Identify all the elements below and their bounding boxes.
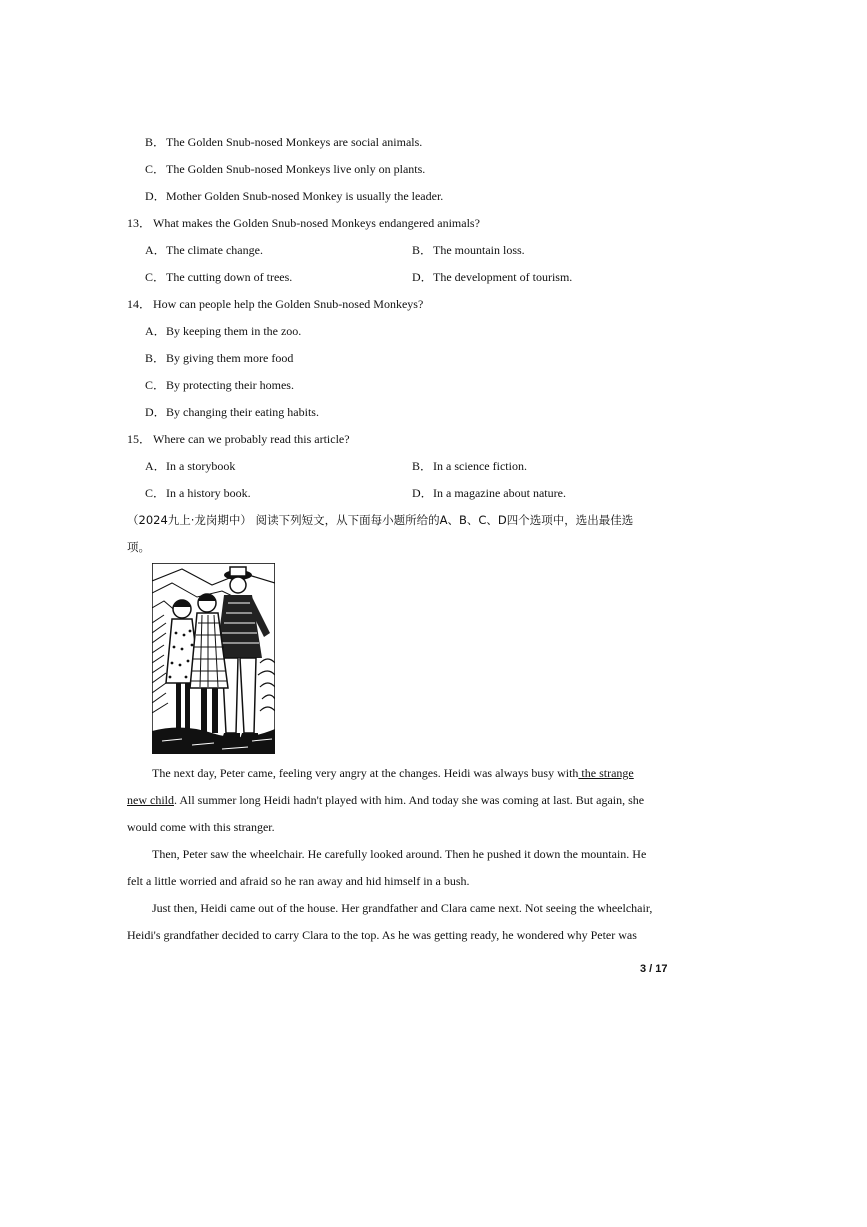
- option-label: A．: [145, 243, 166, 257]
- option-label: D．: [412, 486, 433, 500]
- option-label: C．: [145, 162, 166, 176]
- q13-stem: [127, 215, 480, 231]
- page-number: 3 / 17: [640, 963, 668, 975]
- question-text: How can people help the Golden Snub-nosed Monkeys?: [153, 297, 424, 311]
- question-number: 15．: [127, 432, 152, 446]
- q15-option-c: [145, 485, 251, 501]
- option-label: B．: [145, 135, 166, 149]
- passage-line-4: Then, Peter saw the wheelchair. He carefully looked around. Then he pushed it down the mountain. He: [152, 847, 647, 861]
- question-text: What makes the Golden Snub-nosed Monkeys endangered animals?: [153, 216, 480, 230]
- q13-option-d: [412, 269, 572, 285]
- option-text: The Golden Snub-nosed Monkeys are social animals.: [166, 135, 423, 149]
- option-text: By keeping them in the zoo.: [166, 324, 302, 338]
- q15-option-d: [412, 485, 566, 501]
- q12-option-d: [145, 188, 443, 204]
- passage-text: . All summer long Heidi hadn't played with him. And today she was coming at last. But again, she: [174, 793, 645, 807]
- option-label: D．: [145, 405, 166, 419]
- question-text: Where can we probably read this article?: [153, 432, 350, 446]
- option-text: The Golden Snub-nosed Monkeys live only on plants.: [166, 162, 426, 176]
- option-text: In a storybook: [166, 459, 236, 473]
- passage-line-5: felt a little worried and afraid so he ran away and hid himself in a bush.: [127, 874, 470, 888]
- option-label: B．: [412, 243, 433, 257]
- q12-option-b: [145, 134, 422, 150]
- q14-stem: [127, 296, 423, 312]
- q13-option-a: [145, 242, 263, 258]
- question-number: 14．: [127, 297, 152, 311]
- section-instruction-line1: （2024九上·龙岗期中） 阅读下列短文，从下面每小题所给的A、B、C、D四个选项中，选出最佳选: [127, 513, 634, 527]
- option-label: A．: [145, 324, 166, 338]
- underlined-phrase: the strange: [578, 766, 634, 780]
- q12-option-c: [145, 161, 425, 177]
- underlined-phrase: new child: [127, 793, 174, 807]
- option-text: By protecting their homes.: [166, 378, 294, 392]
- passage-line-2: [127, 792, 644, 808]
- option-text: By giving them more food: [166, 351, 294, 365]
- section-instruction-line2: 项。: [127, 540, 150, 554]
- passage-line-7: Heidi's grandfather decided to carry Clara to the top. As he was getting ready, he wondered why Peter was: [127, 928, 637, 942]
- option-text: The development of tourism.: [433, 270, 573, 284]
- q15-option-b: [412, 458, 527, 474]
- option-text: Mother Golden Snub-nosed Monkey is usually the leader.: [166, 189, 444, 203]
- option-label: B．: [145, 351, 166, 365]
- story-illustration: [152, 563, 275, 754]
- option-text: In a history book.: [166, 486, 251, 500]
- option-label: C．: [145, 270, 166, 284]
- option-text: In a science fiction.: [433, 459, 527, 473]
- option-text: By changing their eating habits.: [166, 405, 319, 419]
- passage-line-3: would come with this stranger.: [127, 820, 275, 834]
- option-label: C．: [145, 486, 166, 500]
- passage-line-6: Just then, Heidi came out of the house. Her grandfather and Clara came next. Not seeing the wheelchair,: [152, 901, 653, 915]
- option-text: The climate change.: [166, 243, 263, 257]
- passage-text: The next day, Peter came, feeling very angry at the changes. Heidi was always busy with: [152, 766, 579, 780]
- option-text: The mountain loss.: [433, 243, 525, 257]
- option-text: In a magazine about nature.: [433, 486, 566, 500]
- option-label: B．: [412, 459, 433, 473]
- option-label: C．: [145, 378, 166, 392]
- q13-option-c: [145, 269, 292, 285]
- passage-line-1: [152, 765, 634, 781]
- q15-option-a: [145, 458, 235, 474]
- question-number: 13．: [127, 216, 152, 230]
- option-label: D．: [412, 270, 433, 284]
- q13-option-b: [412, 242, 525, 258]
- q14-option-b: [145, 350, 293, 366]
- option-label: D．: [145, 189, 166, 203]
- q15-stem: [127, 431, 350, 447]
- option-label: A．: [145, 459, 166, 473]
- q14-option-c: [145, 377, 294, 393]
- q14-option-a: [145, 323, 301, 339]
- option-text: The cutting down of trees.: [166, 270, 293, 284]
- q14-option-d: [145, 404, 319, 420]
